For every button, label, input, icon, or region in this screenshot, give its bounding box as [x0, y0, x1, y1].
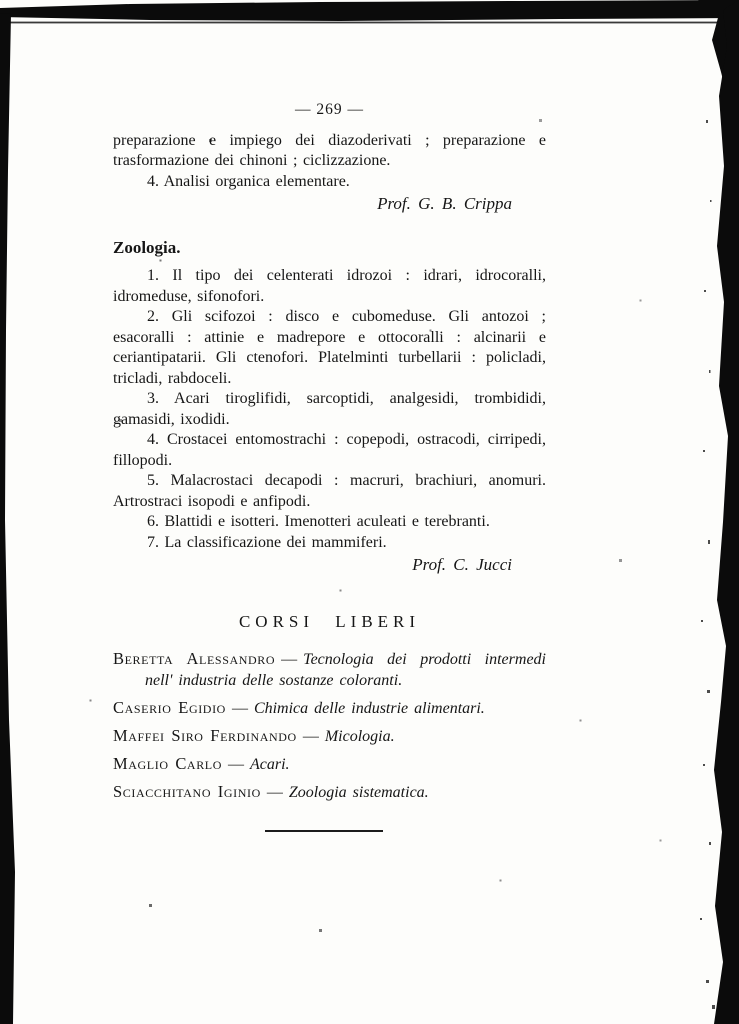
course-title: Acari.: [250, 755, 290, 773]
course-entry-maffei: [113, 726, 546, 748]
lecturer-name: Caserio Egidio: [113, 697, 226, 717]
scan-border-left: [0, 13, 15, 1024]
zoologia-heading: Zoologia.: [113, 237, 181, 257]
zoologia-item-5: 5. Malacrostaci decapodi : macruri, brachiuri, anomuri. Artrostraci isopodi e anfipodi.: [113, 472, 546, 510]
dash-separator: —: [281, 651, 298, 668]
lecturer-name: Maffei Siro Ferdinando: [113, 725, 297, 745]
page-number: — 269 —: [295, 101, 364, 118]
lecturer-name: Sciacchitano Iginio: [113, 781, 261, 801]
chimica-continuation-paragraph: preparazione e impiego dei diazoderivati ; preparazione e trasformazione dei chinoni ; ciclizzazione.: [113, 131, 546, 169]
course-entry-sciacchitano: [113, 782, 546, 804]
zoologia-item-6: 6. Blattidi e isotteri. Imenotteri aculeati e terebranti.: [147, 513, 490, 530]
scan-border-right: [714, 0, 739, 1024]
course-title: Tecnologia dei prodotti intermedi nell' industria delle sostanze coloranti.: [145, 651, 546, 689]
section-end-rule: [265, 830, 383, 832]
course-entry-maglio: [113, 754, 546, 776]
signature-jucci: Prof. C. Jucci: [412, 555, 512, 574]
course-title: Micologia.: [324, 727, 395, 745]
dash-separator: —: [228, 755, 244, 773]
chimica-item-4: 4. Analisi organica elementare.: [147, 172, 350, 190]
paper-dust-speckles: [0, 0, 1, 1]
signature-crippa: Prof. G. B. Crippa: [377, 194, 512, 213]
corsi-liberi-heading: CORSI LIBERI: [238, 611, 421, 631]
lecturer-name: Maglio Carlo: [113, 753, 222, 773]
course-title: Zoologia sistematica.: [288, 783, 429, 801]
dash-separator: —: [302, 727, 319, 745]
page-content: [113, 100, 546, 832]
lecturer-name: Beretta Alessandro: [113, 649, 276, 668]
dash-separator: —: [231, 699, 248, 717]
zoologia-item-2: 2. Gli scifozoi : disco e cubomeduse. Gli antozoi ; esacoralli : attinie e madrepore e ottocoralli : alcinarii e ceriantipatarii. Gli ctenofori. Platelminti turbellarii : policladi, tricladi, rabdoceli.: [113, 308, 546, 387]
zoologia-item-4: 4. Crostacei entomostrachi : copepodi, ostracodi, cirripedi, fillopodi.: [113, 431, 546, 469]
zoologia-item-7: 7. La classificazione dei mammiferi.: [147, 533, 387, 551]
course-entry-caserio: [113, 698, 546, 720]
zoologia-item-3: 3. Acari tiroglifidi, sarcoptidi, analgesidi, trombididi, gamasidi, ixodidi.: [113, 390, 546, 428]
scan-border-top: [0, 0, 739, 21]
dash-separator: —: [266, 783, 283, 801]
course-title: Chimica delle industrie alimentari.: [253, 699, 485, 717]
zoologia-item-1: 1. Il tipo dei celenterati idrozoi : idrari, idrocoralli, idromeduse, sifonofori.: [113, 267, 546, 305]
course-entry-beretta: [113, 649, 546, 691]
